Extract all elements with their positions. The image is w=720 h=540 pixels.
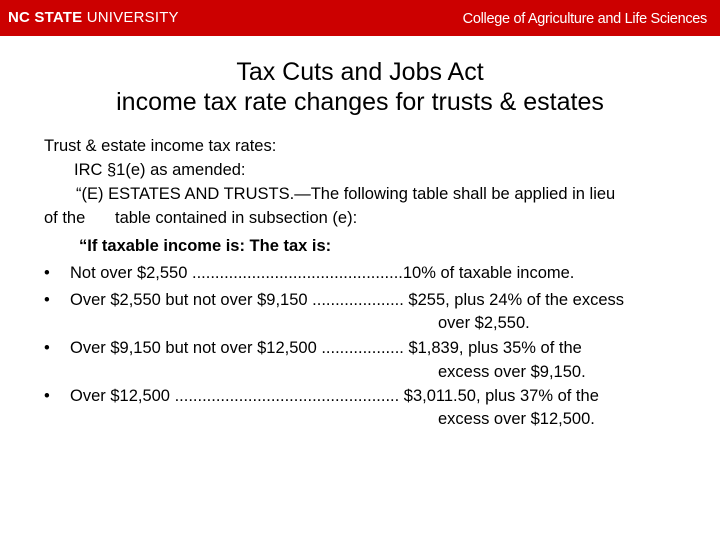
rate-row-2-cont: over $2,550. <box>438 314 530 332</box>
title-line-1: Tax Cuts and Jobs Act <box>236 58 484 86</box>
college-name: College of Agriculture and Life Sciences <box>462 11 707 27</box>
header-bar <box>0 0 720 36</box>
bullet-1: • <box>44 264 50 282</box>
table-header: “If taxable income is: The tax is: <box>79 237 332 255</box>
bullet-4: • <box>44 387 50 405</box>
bullet-3: • <box>44 339 50 357</box>
rate-row-2: Over $2,550 but not over $9,150 .................... $255, plus 24% of the excess <box>70 291 624 309</box>
rate-row-4-cont: excess over $12,500. <box>438 410 595 428</box>
statute-quote-line-2b: table contained in subsection (e): <box>115 209 358 227</box>
irc-citation: IRC §1(e) as amended: <box>74 161 246 179</box>
rate-row-3: Over $9,150 but not over $12,500 .................. $1,839, plus 35% of the <box>70 339 582 357</box>
logo-text-bold: NC STATE <box>8 9 83 26</box>
rate-row-3-cont: excess over $9,150. <box>438 363 586 381</box>
rate-row-4: Over $12,500 ................................................. $3,011.50, plus 37% of the <box>70 387 599 405</box>
logo-text-rest: UNIVERSITY <box>82 9 179 26</box>
page-title <box>0 57 720 117</box>
statute-quote-line-1: “(E) ESTATES AND TRUSTS.—The following table shall be applied in lieu <box>76 185 616 203</box>
bullet-2: • <box>44 291 50 309</box>
ncsu-logo <box>8 8 179 28</box>
intro-text: Trust & estate income tax rates: <box>44 137 277 155</box>
rate-row-1: Not over $2,550 ..............................................10% of taxable income. <box>70 264 575 282</box>
statute-quote-line-2a: of the <box>44 209 86 227</box>
title-line-2: income tax rate changes for trusts & estates <box>116 88 604 116</box>
